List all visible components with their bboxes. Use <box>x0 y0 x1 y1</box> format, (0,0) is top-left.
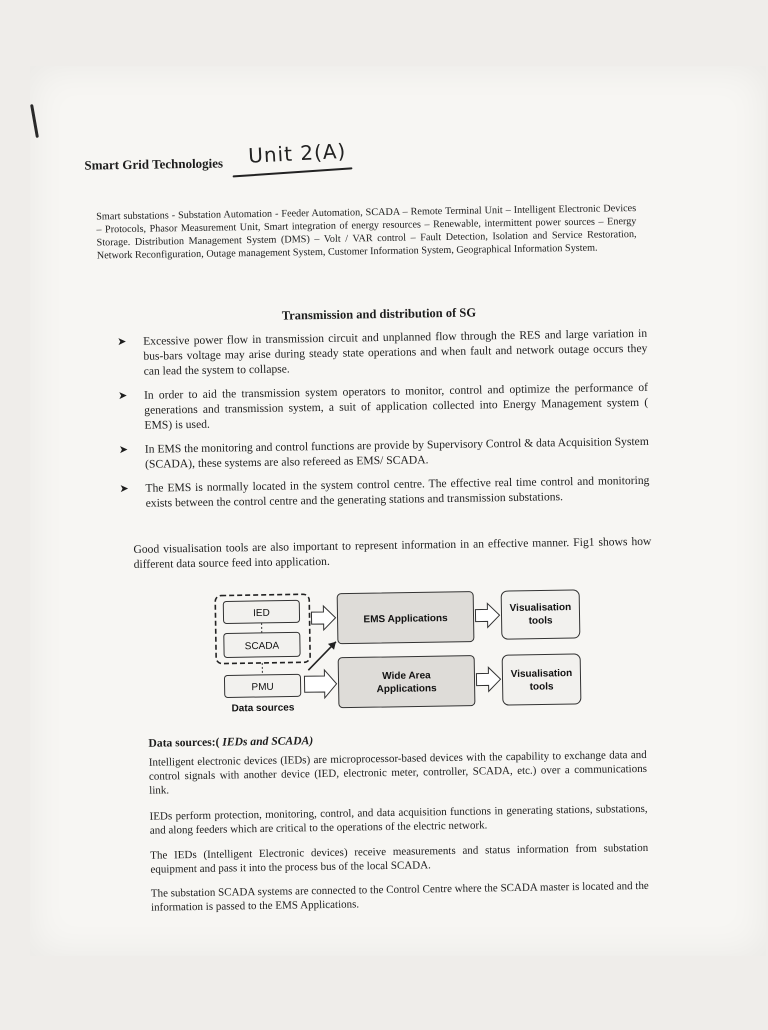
ied-definition-paragraph: Intelligent electronic devices (IEDs) are microprocessor-based devices with the capability to exchange data and control signals with another device (IED, electronic meter, controller, SCADA, etc.) over a communications link. <box>149 748 648 798</box>
data-sources-heading <box>148 734 313 750</box>
ied-label: IED <box>253 608 270 619</box>
vis1-label-line1: Visualisation <box>510 602 572 614</box>
vis2-label-line1: Visualisation <box>511 668 573 680</box>
handwritten-unit-note: Unit 2(A) <box>248 139 347 168</box>
data-sources-heading-italic: IEDs and SCADA) <box>222 734 313 748</box>
ems-applications-label: EMS Applications <box>363 613 448 625</box>
arrow-to-vis2-icon <box>476 667 500 691</box>
diagram-svg <box>211 582 593 718</box>
ied-functions-paragraph: IEDs perform protection, monitoring, control, and data acquisition functions in generating stations, substations, and along feeders which are critical to the operations of the electric network. <box>150 802 648 838</box>
bullet-text: The EMS is normally located in the system control centre. The effective real time control and monitoring exists between the control centre and the generating stations and transmission substations. <box>145 474 649 510</box>
arrow-to-ems-icon <box>311 606 335 630</box>
wide-area-label-line2: Applications <box>377 683 438 695</box>
bullet-item <box>119 434 649 472</box>
bullet-list <box>117 326 650 520</box>
arrow-bullet-icon: ➤ <box>119 442 128 457</box>
section-title: Transmission and distribution of SG <box>282 306 476 324</box>
data-flow-diagram <box>211 582 593 718</box>
arrow-bullet-icon: ➤ <box>119 481 128 496</box>
bullet-item <box>117 326 648 379</box>
wide-area-label-line1: Wide Area <box>382 670 431 682</box>
data-sources-label: Data sources <box>231 702 294 714</box>
pmu-label: PMU <box>251 682 273 693</box>
arrow-to-vis1-icon <box>475 603 499 627</box>
arrow-to-wide-area-icon <box>304 670 336 698</box>
bullet-text: In order to aid the transmission system operators to monitor, control and optimize the performance of generations and transmission system, a suit of application collected into Energy Management system ( EMS) is used. <box>144 381 648 432</box>
vis2-label-line2: tools <box>530 681 554 692</box>
syllabus-text: Smart substations - Substation Automation - Feeder Automation, SCADA – Remote Terminal Unit – Intelligent Electronic Devices – Protocols, Phasor Measurement Unit, Smart integration of energy resources – Renewable, intermittent power sources – Energy Storage. Distribution Management System (DMS) – Volt / VAR control – Fault Detection, Isolation and Service Restoration, Network Reconfiguration, Outage management System, Customer Information System, Geographical Information System. <box>96 202 637 262</box>
bullet-item <box>118 380 649 433</box>
handwritten-underline <box>233 167 353 177</box>
bullet-item <box>119 473 649 511</box>
bullet-text: In EMS the monitoring and control functions are provide by Supervisory Control & data Acquisition System (SCADA), these systems are also refereed as EMS/ SCADA. <box>145 435 649 471</box>
arrow-bullet-icon: ➤ <box>118 388 127 403</box>
data-sources-heading-text: Data sources:( <box>148 736 219 750</box>
ied-measurements-paragraph: The IEDs (Intelligent Electronic devices) receive measurements and status information from substation equipment and pass it into the process bus of the local SCADA. <box>150 841 648 877</box>
vis1-label-line2: tools <box>529 615 553 626</box>
document-title: Smart Grid Technologies <box>84 155 223 173</box>
arrow-bullet-icon: ➤ <box>117 334 126 349</box>
scada-label: SCADA <box>245 641 280 653</box>
bullet-text: Excessive power flow in transmission circuit and unplanned flow through the RES and large variation in bus-bars voltage may arise during steady state operations and when fault and network outage occurs they can lead the system to collapse. <box>143 327 647 378</box>
scada-control-centre-paragraph: The substation SCADA systems are connected to the Control Centre where the SCADA master is located and the information is passed to the EMS Applications. <box>151 879 649 915</box>
visualisation-paragraph: Good visualisation tools are also important to represent information in an effective manner. Fig1 shows how different data source feed into application. <box>133 534 651 572</box>
